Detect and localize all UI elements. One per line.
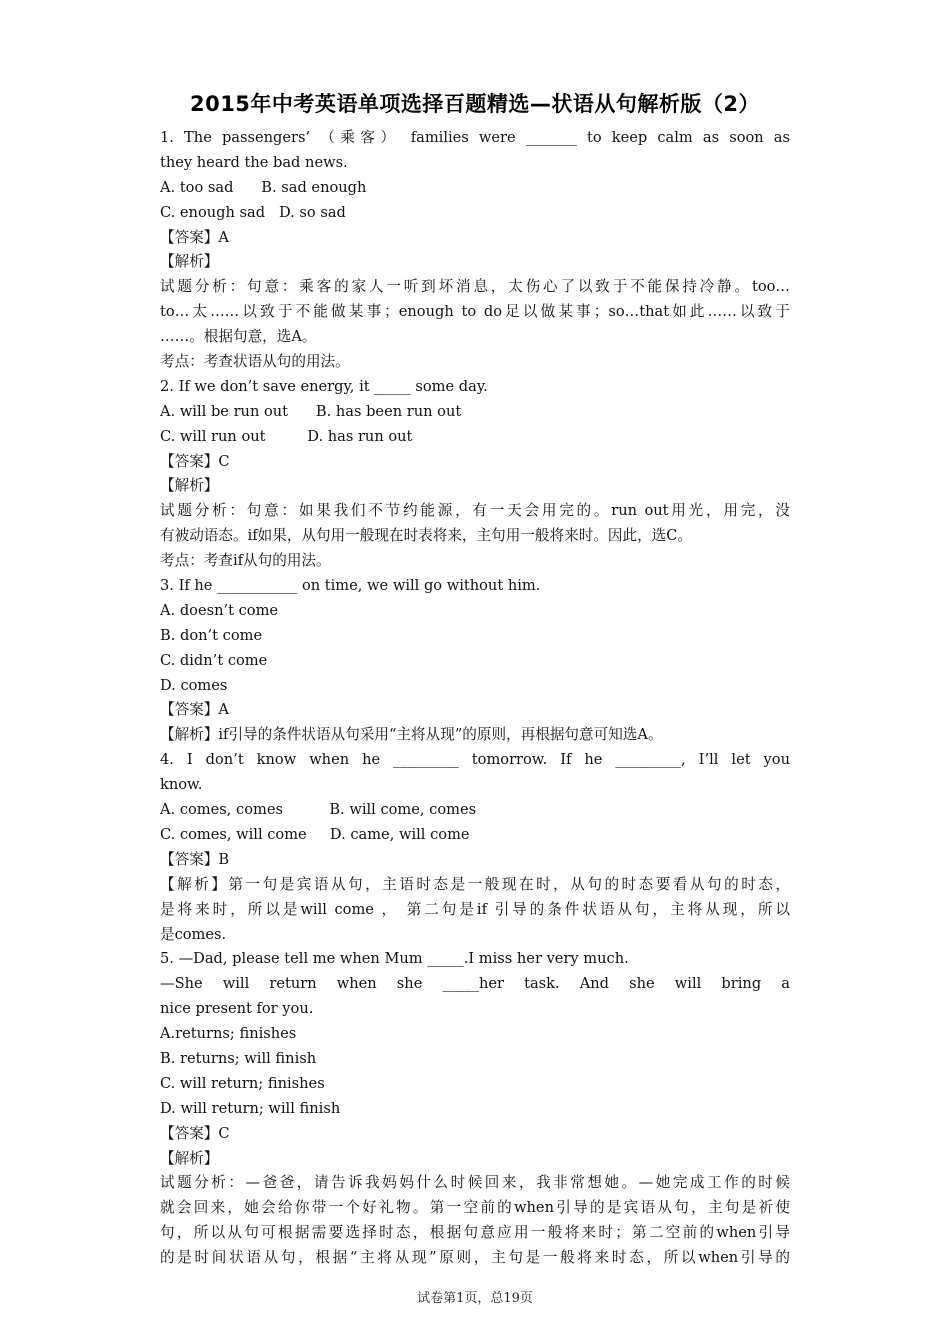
q3-option-b: B. don’t come xyxy=(160,626,263,644)
page-title: 2015年中考英语单项选择百题精选—状语从句解析版（2） xyxy=(189,92,761,116)
q1-stem-line-2: they heard the bad news. xyxy=(160,153,348,171)
q1-analysis-line-1: 试题分析：句意：乘客的家人一听到坏消息，太伤心了以致于不能保持冷静。too… xyxy=(160,278,790,296)
q3-option-c: C. didn’t come xyxy=(160,651,268,669)
q2-analysis-label: 【解析】 xyxy=(160,477,219,495)
q2-stem: 2. If we don’t save energy, it _____ some day. xyxy=(160,377,488,395)
q1-analysis-line-2: to…太……以致于不能做某事；enough to do足以做某事；so…that如此……以致于 xyxy=(160,303,790,321)
q1-point: 考点：考查状语从句的用法。 xyxy=(160,353,350,371)
q4-stem-line-2: know. xyxy=(160,776,203,794)
q4-options-cd: C. comes, will come D. came, will come xyxy=(160,825,470,843)
q3-answer: 【答案】A xyxy=(160,701,229,719)
q2-analysis-line-2: 有被动语态。if如果，从句用一般现在时表将来，主句用一般将来时。因此，选C。 xyxy=(160,527,693,545)
q4-stem-line-1: 4. I don’t know when he _________ tomorrow. If he _________, I’ll let you xyxy=(160,751,790,769)
q1-options-ab: A. too sad B. sad enough xyxy=(160,178,367,196)
q1-analysis-label: 【解析】 xyxy=(160,253,219,271)
q5-analysis-line-3: 句，所以从句可根据需要选择时态，根据句意应用一般将来时；第二空前的when引导 xyxy=(160,1224,790,1242)
q5-analysis-line-4: 的是时间状语从句，根据“主将从现”原则，主句是一般将来时态，所以when引导的 xyxy=(160,1249,790,1267)
q1-analysis-line-3: ……。根据句意，选A。 xyxy=(160,328,317,346)
q2-point: 考点：考查if从句的用法。 xyxy=(160,552,331,570)
q5-option-b: B. returns; will finish xyxy=(160,1049,317,1067)
q5-answer: 【答案】C xyxy=(160,1124,230,1142)
q3-analysis: 【解析】if引导的条件状语从句采用“主将从现”的原则，再根据句意可知选A。 xyxy=(160,726,663,744)
q5-stem-line-3: nice present for you. xyxy=(160,1000,314,1018)
q3-stem: 3. If he ___________ on time, we will go without him. xyxy=(160,577,541,595)
q5-option-a: A.returns; finishes xyxy=(160,1025,297,1043)
q4-analysis-line-3: 是comes. xyxy=(160,925,227,943)
q1-stem-line-1: 1. The passengers’ （乘客） families were _______ to keep calm as soon as xyxy=(160,129,790,146)
q4-options-ab: A. comes, comes B. will come, comes xyxy=(160,801,477,819)
q4-analysis-line-2: 是将来时，所以是will come ， 第二句是if 引导的条件状语从句，主将从现，所以 xyxy=(160,900,790,918)
q3-option-d: D. comes xyxy=(160,676,228,694)
page-footer: 试卷第1页，总19页 xyxy=(417,1291,533,1306)
q2-answer: 【答案】C xyxy=(160,452,230,470)
q4-answer: 【答案】B xyxy=(160,850,230,868)
q5-analysis-line-2: 就会回来，她会给你带一个好礼物。第一空前的when引导的是宾语从句，主句是祈使 xyxy=(160,1199,790,1217)
document-body xyxy=(160,126,790,1271)
q2-analysis-line-1: 试题分析：句意：如果我们不节约能源，有一天会用完的。run out用光，用完，没 xyxy=(160,502,790,520)
q5-stem-line-1: 5. —Dad, please tell me when Mum _____.I miss her very much. xyxy=(160,950,629,968)
q2-options-cd: C. will run out D. has run out xyxy=(160,427,413,445)
q1-answer: 【答案】A xyxy=(160,228,229,246)
q3-option-a: A. doesn’t come xyxy=(160,601,279,619)
q5-analysis-label: 【解析】 xyxy=(160,1149,219,1167)
q5-stem-line-2: —She will return when she _____her task. And she will bring a xyxy=(160,975,790,993)
q5-analysis-line-1: 试题分析：—爸爸，请告诉我妈妈什么时候回来，我非常想她。—她完成工作的时候 xyxy=(160,1174,790,1192)
q4-analysis-line-1: 【解析】第一句是宾语从句，主语时态是一般现在时，从句的时态要看从句的时态， xyxy=(160,875,790,893)
q5-option-c: C. will return; finishes xyxy=(160,1074,325,1092)
q1-options-cd: C. enough sad D. so sad xyxy=(160,203,346,221)
q5-option-d: D. will return; will finish xyxy=(160,1099,341,1117)
q2-options-ab: A. will be run out B. has been run out xyxy=(160,402,462,420)
